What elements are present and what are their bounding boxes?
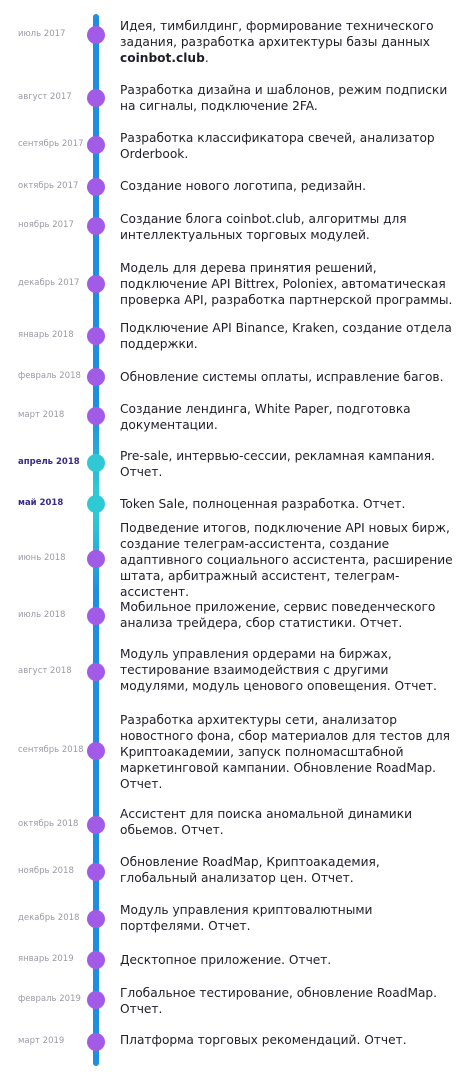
timeline-description-text: Десктопное приложение. Отчет.: [120, 953, 332, 967]
timeline-date: декабрь 2017: [18, 278, 80, 288]
timeline-description-text: Разработка классификатора свечей, анализатор Orderbook.: [120, 131, 435, 161]
timeline-date: сентябрь 2018: [18, 745, 84, 755]
timeline-description: [120, 18, 460, 66]
timeline-dot: [87, 607, 105, 625]
timeline-description-text: Глобальное тестирование, обновление RoadMap. Отчет.: [120, 986, 438, 1016]
timeline-dot: [87, 863, 105, 881]
timeline-dot: [87, 910, 105, 928]
timeline-description: [120, 401, 460, 433]
timeline-description: [120, 178, 460, 194]
timeline-date: май 2018: [18, 498, 64, 508]
timeline-description: [120, 902, 460, 934]
timeline-dot: [87, 89, 105, 107]
timeline-date: август 2017: [18, 92, 72, 102]
timeline-description: [120, 854, 460, 886]
timeline-description-text: Обновление системы оплаты, исправление багов.: [120, 370, 444, 384]
timeline-description: [120, 82, 460, 114]
timeline-dot: [87, 327, 105, 345]
timeline-description: [120, 1032, 460, 1048]
timeline-dot: [87, 407, 105, 425]
timeline-date: ноябрь 2017: [18, 220, 74, 230]
timeline-description-text: Подключение API Binance, Kraken, создание отдела поддержки.: [120, 321, 452, 351]
timeline-dot: [87, 136, 105, 154]
timeline-dot: [87, 951, 105, 969]
timeline-description: [120, 806, 460, 838]
timeline-date: февраль 2019: [18, 994, 81, 1004]
timeline-description-text: Token Sale, полноценная разработка. Отчет.: [120, 497, 406, 511]
timeline-rail: [93, 14, 99, 1066]
timeline-description-highlight: coinbot.club: [120, 51, 205, 65]
timeline-dot: [87, 217, 105, 235]
timeline-date: март 2018: [18, 410, 65, 420]
timeline-dot: [87, 26, 105, 44]
timeline-description: [120, 260, 460, 308]
timeline-description-text: Ассистент для поиска аномальной динамики обьемов. Отчет.: [120, 807, 413, 837]
timeline-date: август 2018: [18, 666, 72, 676]
timeline-description-text: Идея, тимбилдинг, формирование технического задания, разработка архитектуры базы данных: [120, 19, 434, 49]
timeline-description: [120, 985, 460, 1017]
timeline-description-text: Создание блога coinbot.club, алгоритмы для интеллектуальных торговых модулей.: [120, 212, 407, 242]
timeline-date: январь 2019: [18, 954, 74, 964]
timeline-date: январь 2018: [18, 330, 74, 340]
timeline-description: [120, 369, 460, 385]
timeline-dot: [87, 991, 105, 1009]
timeline-description-text: Pre-sale, интервью-сессии, рекламная кампания. Отчет.: [120, 449, 435, 479]
timeline-description: [120, 520, 460, 600]
timeline-date: июль 2018: [18, 610, 66, 620]
timeline-dot: [87, 368, 105, 386]
timeline-dot: [87, 550, 105, 568]
timeline-description-text: Разработка архитектуры сети, анализатор новостного фона, сбор материалов для тестов для Криптоакадемии, запуск полномасштабной маркетинговой кампании. Обновление RoadMap. Отчет.: [120, 713, 450, 791]
timeline-date: ноябрь 2018: [18, 866, 74, 876]
timeline-description-text: Обновление RoadMap, Криптоакадемия, глобальный анализатор цен. Отчет.: [120, 855, 380, 885]
timeline-description: [120, 320, 460, 352]
timeline-description-text: Мобильное приложение, сервис поведенческого анализа трейдера, сбор статистики. Отчет.: [120, 600, 436, 630]
timeline-date: апрель 2018: [18, 457, 80, 467]
timeline-date: март 2019: [18, 1036, 65, 1046]
timeline-dot: [87, 1033, 105, 1051]
timeline-description: [120, 496, 460, 512]
timeline-date: июнь 2018: [18, 553, 66, 563]
timeline-description: [120, 599, 460, 631]
timeline-description-text: Разработка дизайна и шаблонов, режим подписки на сигналы, подключение 2FA.: [120, 83, 448, 113]
timeline-date: октябрь 2018: [18, 819, 79, 829]
timeline-date: февраль 2018: [18, 371, 81, 381]
timeline-date: декабрь 2018: [18, 913, 80, 923]
timeline-description: [120, 211, 460, 243]
timeline-description: [120, 130, 460, 162]
timeline-description-text: Создание нового логотипа, редизайн.: [120, 179, 367, 193]
timeline-dot: [87, 663, 105, 681]
timeline-description-text: Модуль управления ордерами на биржах, тестирование взаимодействия с другими модулями, модуль ценового оповещения. Отчет.: [120, 647, 437, 693]
timeline-dot: [87, 454, 105, 472]
timeline-date: июль 2017: [18, 29, 66, 39]
timeline-date: октябрь 2017: [18, 181, 79, 191]
timeline-date: сентябрь 2017: [18, 139, 84, 149]
timeline-description-text: Создание лендинга, White Paper, подготовка документации.: [120, 402, 411, 432]
timeline-description: [120, 646, 460, 694]
timeline-description: [120, 952, 460, 968]
timeline-dot: [87, 275, 105, 293]
timeline-description-text: Модель для дерева принятия решений, подключение API Bittrex, Poloniex, автоматическая проверка API, разработка партнерской программы.: [120, 261, 453, 307]
timeline-description-text: Подведение итогов, подключение API новых бирж, создание телеграм-ассистента, создание адаптивного социального ассистента, расширение штата, арбитражный ассистент, телеграм-ассистент.: [120, 521, 453, 599]
timeline-dot: [87, 816, 105, 834]
timeline-description: [120, 712, 460, 792]
timeline-description-text: Платформа торговых рекомендаций. Отчет.: [120, 1033, 407, 1047]
timeline-description-text: Модуль управления криптовалютными портфелями. Отчет.: [120, 903, 373, 933]
timeline-description-tail: .: [204, 51, 209, 65]
timeline-dot: [87, 742, 105, 760]
timeline-dot: [87, 178, 105, 196]
timeline-dot: [87, 495, 105, 513]
timeline-description: [120, 448, 460, 480]
